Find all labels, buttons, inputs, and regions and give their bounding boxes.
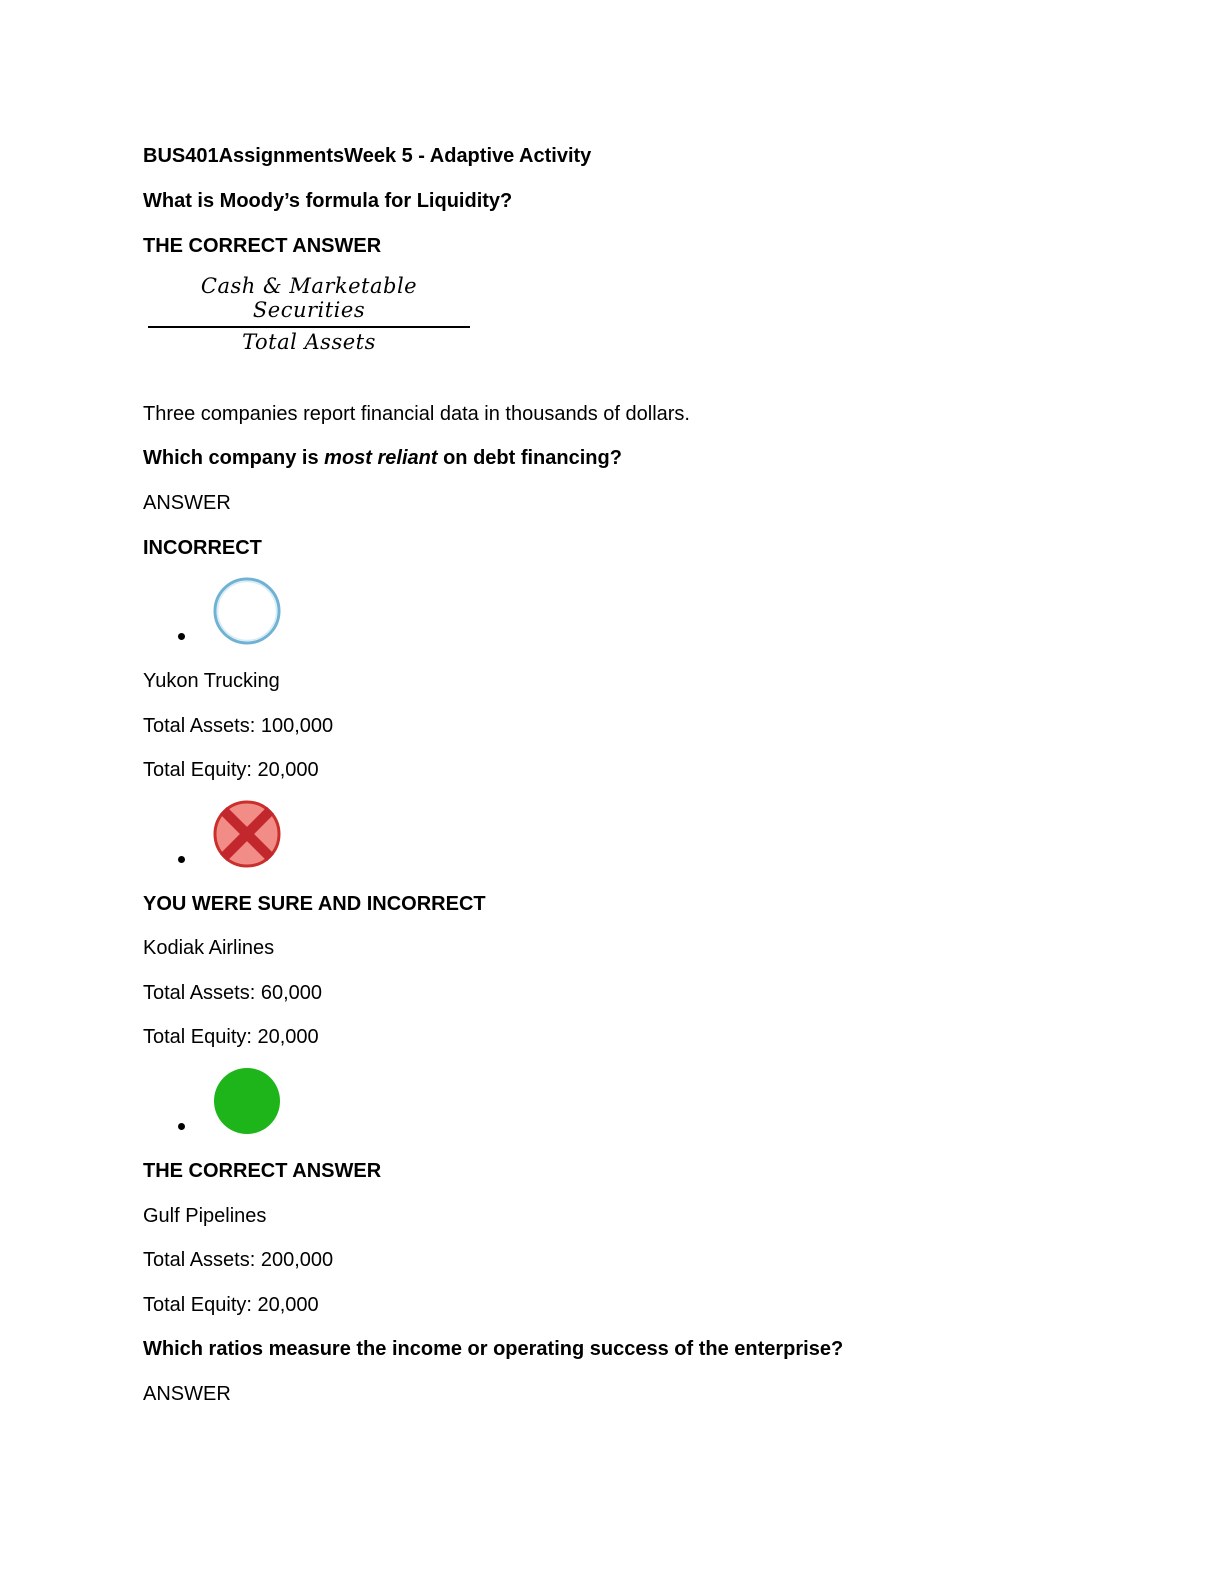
option-1-equity: Total Equity: 20,000 xyxy=(143,759,319,781)
option-1-assets: Total Assets: 100,000 xyxy=(143,715,334,737)
option-3-equity: Total Equity: 20,000 xyxy=(143,1294,319,1316)
bullet-icon xyxy=(178,856,185,863)
option-2-company: Kodiak Airlines xyxy=(143,937,275,959)
option-3-assets: Total Assets: 200,000 xyxy=(143,1249,334,1271)
question-2 xyxy=(143,446,622,470)
question-2-intro: Three companies report financial data in thousands of dollars. xyxy=(143,403,690,425)
option-2-equity: Total Equity: 20,000 xyxy=(143,1026,319,1048)
question-1-status: THE CORRECT ANSWER xyxy=(143,235,382,257)
question-2-text-before: Which company is xyxy=(143,447,325,469)
option-2-assets: Total Assets: 60,000 xyxy=(143,982,323,1004)
formula-denominator: Total Assets xyxy=(242,330,376,354)
option-1-company: Yukon Trucking xyxy=(143,670,280,692)
formula-numerator: Cash & Marketable Securities xyxy=(148,274,470,328)
bullet-icon xyxy=(178,633,185,640)
question-1: What is Moody’s formula for Liquidity? xyxy=(143,190,513,212)
question-2-emphasis: most reliant xyxy=(324,447,438,469)
option-3-company: Gulf Pipelines xyxy=(143,1205,267,1227)
question-2-text-after: on debt financing? xyxy=(437,447,622,469)
empty-radio-circle-icon[interactable] xyxy=(213,577,281,645)
question-2-result: INCORRECT xyxy=(143,537,262,559)
question-2-answer-label: ANSWER xyxy=(143,492,231,514)
liquidity-formula xyxy=(148,274,470,354)
option-2-status: YOU WERE SURE AND INCORRECT xyxy=(143,893,486,915)
red-x-circle-icon[interactable] xyxy=(213,800,281,868)
green-circle-icon[interactable] xyxy=(213,1067,281,1135)
question-3-answer-label: ANSWER xyxy=(143,1383,231,1405)
document-title: BUS401AssignmentsWeek 5 - Adaptive Activity xyxy=(143,145,592,167)
option-3-status: THE CORRECT ANSWER xyxy=(143,1160,382,1182)
bullet-icon xyxy=(178,1123,185,1130)
question-3: Which ratios measure the income or operating success of the enterprise? xyxy=(143,1338,844,1360)
